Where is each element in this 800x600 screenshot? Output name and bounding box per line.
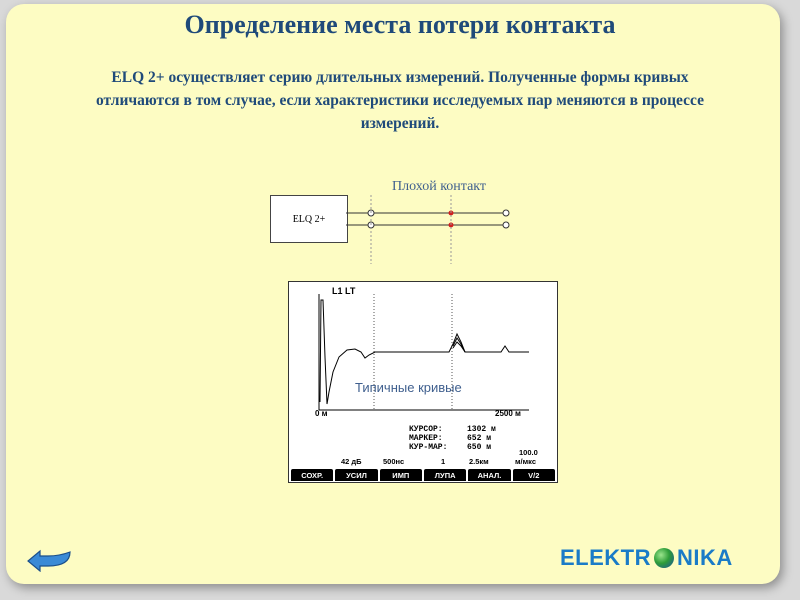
globe-icon (654, 548, 674, 568)
readout-panel (409, 425, 507, 452)
device-screen (288, 281, 558, 483)
readout-value: 1302 м (467, 425, 496, 434)
softkey-bar (291, 469, 555, 481)
softkey-analyze[interactable]: АНАЛ. (468, 469, 510, 481)
company-logo (560, 545, 733, 571)
device-label: ELQ 2+ (292, 213, 326, 225)
range-value: 2.5км (469, 457, 489, 466)
logo-text-right: NIKA (677, 545, 733, 570)
zoom-value: 1 (441, 457, 446, 466)
page-title: Определение места потери контакта (184, 10, 616, 39)
softkey-gain[interactable]: УСИЛ (335, 469, 377, 481)
description-paragraph: ELQ 2+ осуществляет серию длительных измерений. Полученные формы кривых отличаются в том случае, если характеристики исследуемых пар меняются в процессе измерений. (96, 69, 704, 132)
readout-value: 652 м (467, 434, 492, 443)
end-node (503, 222, 509, 228)
axis-start-label: 0 м (315, 409, 328, 418)
speed-unit: м/мкс (515, 457, 537, 466)
readout-row (409, 443, 507, 452)
bad-contact-label: Плохой контакт (392, 179, 487, 194)
logo-text-left: ELEKTR (560, 545, 651, 570)
end-node (503, 210, 509, 216)
readout-row (409, 434, 507, 443)
softkey-zoom[interactable]: ЛУПА (424, 469, 466, 481)
gain-value: 42 дБ (341, 457, 362, 466)
softkey-pulse[interactable]: ИМП (380, 469, 422, 481)
pulse-value: 500нс (383, 457, 405, 466)
softkey-velocity[interactable]: V/2 (513, 469, 555, 481)
readout-row (409, 425, 507, 434)
speed-value: 100.0 (519, 448, 538, 457)
readout-value: 650 м (467, 443, 492, 452)
typical-curves-label: Типичные кривые (355, 380, 462, 395)
readout-key: МАРКЕР: (409, 434, 443, 443)
softkey-save[interactable]: СОХР. (291, 469, 333, 481)
axis-end-label: 2500 м (495, 409, 521, 418)
back-arrow-icon[interactable] (26, 546, 74, 572)
readout-key: КУР-МАР: (409, 443, 448, 452)
line-label: L1 LT (332, 286, 356, 296)
readout-key: КУРСОР: (409, 425, 443, 434)
